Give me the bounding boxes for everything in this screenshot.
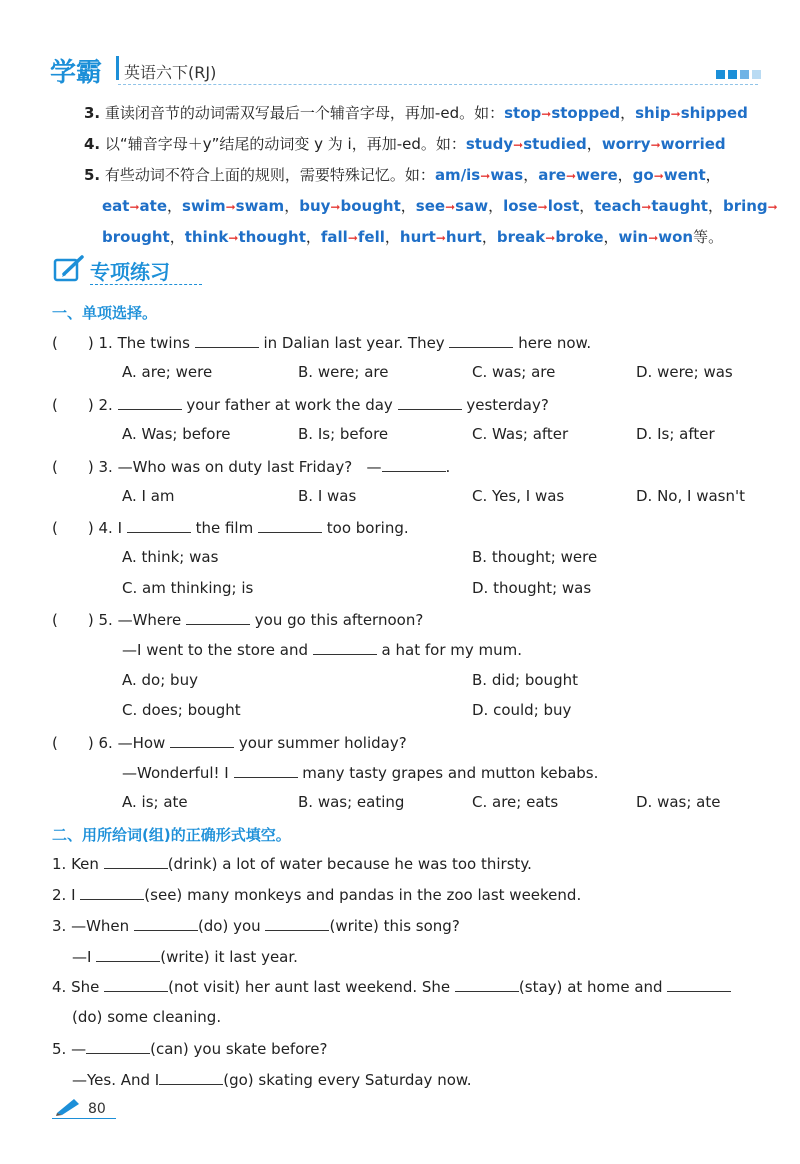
section-title-underline <box>90 284 202 285</box>
arrow-icon: ➞ <box>541 107 552 121</box>
brand-logo: 学霸 <box>50 58 103 88</box>
answer-blank[interactable] <box>667 977 731 992</box>
rule-4: 4. 以“辅音字母＋y”结尾的动词变 y 为 i，再加-ed。如：study➞studied，worry➞worried <box>84 135 726 153</box>
option-d[interactable]: D. Is; after <box>636 425 715 443</box>
header-divider <box>118 84 758 85</box>
option-d[interactable]: D. thought; was <box>472 579 592 597</box>
header-square-icon <box>728 70 737 79</box>
option-a[interactable]: A. Was; before <box>122 425 231 443</box>
arrow-icon: ➞ <box>513 138 524 152</box>
answer-blank[interactable] <box>449 333 513 348</box>
option-c[interactable]: C. Yes, I was <box>472 487 565 505</box>
option-a[interactable]: A. I am <box>122 487 175 505</box>
option-d[interactable]: D. could; buy <box>472 701 572 719</box>
fill-item-1: 1. Ken (drink) a lot of water because he was too thirsty. <box>52 855 532 873</box>
option-b[interactable]: B. did; bought <box>472 671 578 689</box>
header-square-icon <box>716 70 725 79</box>
option-b[interactable]: B. thought; were <box>472 548 598 566</box>
option-a[interactable]: A. do; buy <box>122 671 198 689</box>
question-4: ( ) 4. I the film too boring. <box>52 519 409 537</box>
option-a[interactable]: A. is; ate <box>122 793 188 811</box>
answer-blank[interactable] <box>104 854 168 869</box>
fill-item-3-answer: —I (write) it last year. <box>72 948 298 966</box>
answer-blank[interactable] <box>104 977 168 992</box>
book-title: 英语六下(RJ) <box>124 63 217 82</box>
question-5: ( ) 5. —Where you go this afternoon? <box>52 611 424 629</box>
question-1: ( ) 1. The twins in Dalian last year. They here now. <box>52 334 592 352</box>
question-6: ( ) 6. —How your summer holiday? <box>52 734 407 752</box>
fill-item-4-cont: (do) some cleaning. <box>72 1008 222 1026</box>
fill-item-4: 4. She (not visit) her aunt last weekend. She (stay) at home and <box>52 977 731 996</box>
answer-blank[interactable] <box>96 947 160 962</box>
header-square-icon <box>752 70 761 79</box>
option-c[interactable]: C. Was; after <box>472 425 569 443</box>
rule-5-line3: brought，think➞thought，fall➞fell，hurt➞hurt，break➞broke，win➞won等。 <box>102 228 724 246</box>
option-b[interactable]: B. Is; before <box>298 425 389 443</box>
fill-item-5: 5. — (can) you skate before? <box>52 1040 328 1058</box>
logo-divider <box>116 56 119 80</box>
option-c[interactable]: C. does; bought <box>122 701 241 719</box>
pen-notebook-icon <box>52 254 86 284</box>
question-6-line2: —Wonderful! I many tasty grapes and mutton kebabs. <box>122 764 599 782</box>
answer-blank[interactable] <box>80 885 144 900</box>
question-5-line2: —I went to the store and a hat for my mum. <box>122 641 523 659</box>
page-number: 80 <box>88 1101 106 1117</box>
answer-blank[interactable] <box>234 763 298 778</box>
section-title: 专项练习 <box>90 260 170 284</box>
header-square-icon <box>740 70 749 79</box>
question-2: ( ) 2. your father at work the day yesterday? <box>52 396 549 414</box>
answer-blank[interactable] <box>86 1039 150 1054</box>
answer-blank[interactable] <box>258 518 322 533</box>
answer-blank[interactable] <box>195 333 259 348</box>
arrow-icon: ➞ <box>670 107 681 121</box>
option-d[interactable]: D. were; was <box>636 363 733 381</box>
answer-blank[interactable] <box>127 518 191 533</box>
rule-5: 5. 有些动词不符合上面的规则，需要特殊记忆。如：am/is➞was，are➞were，go➞went， <box>84 166 721 184</box>
answer-blank[interactable] <box>159 1070 223 1085</box>
option-b[interactable]: B. were; are <box>298 363 389 381</box>
answer-blank[interactable] <box>170 733 234 748</box>
option-c[interactable]: C. was; are <box>472 363 556 381</box>
arrow-icon: ➞ <box>650 138 661 152</box>
fill-item-5-answer: —Yes. And I (go) skating every Saturday now. <box>72 1071 472 1089</box>
fill-item-3: 3. —When (do) you (write) this song? <box>52 917 460 935</box>
answer-blank[interactable] <box>455 977 519 992</box>
option-d[interactable]: D. No, I wasn't <box>636 487 745 505</box>
option-c[interactable]: C. are; eats <box>472 793 559 811</box>
answer-blank[interactable] <box>134 916 198 931</box>
option-b[interactable]: B. was; eating <box>298 793 405 811</box>
answer-blank[interactable] <box>398 395 462 410</box>
footer-divider <box>52 1118 116 1119</box>
rule-5-line2: eat➞ate，swim➞swam，buy➞bought，see➞saw，lose➞lost，teach➞taught，bring➞ <box>102 197 778 215</box>
answer-blank[interactable] <box>265 916 329 931</box>
answer-blank[interactable] <box>382 457 446 472</box>
option-a[interactable]: A. are; were <box>122 363 213 381</box>
option-a[interactable]: A. think; was <box>122 548 219 566</box>
part2-heading: 二、用所给词(组)的正确形式填空。 <box>52 826 291 844</box>
answer-blank[interactable] <box>118 395 182 410</box>
option-b[interactable]: B. I was <box>298 487 357 505</box>
part1-heading: 一、单项选择。 <box>52 304 158 322</box>
rule-3: 3. 重读闭音节的动词需双写最后一个辅音字母，再加-ed。如：stop➞stopped，ship➞shipped <box>84 104 748 122</box>
question-3: ( ) 3. —Who was on duty last Friday? — . <box>52 458 451 476</box>
answer-blank[interactable] <box>313 640 377 655</box>
option-c[interactable]: C. am thinking; is <box>122 579 254 597</box>
pencil-icon <box>54 1096 82 1116</box>
fill-item-2: 2. I (see) many monkeys and pandas in the zoo last weekend. <box>52 886 582 904</box>
answer-blank[interactable] <box>186 610 250 625</box>
option-d[interactable]: D. was; ate <box>636 793 721 811</box>
